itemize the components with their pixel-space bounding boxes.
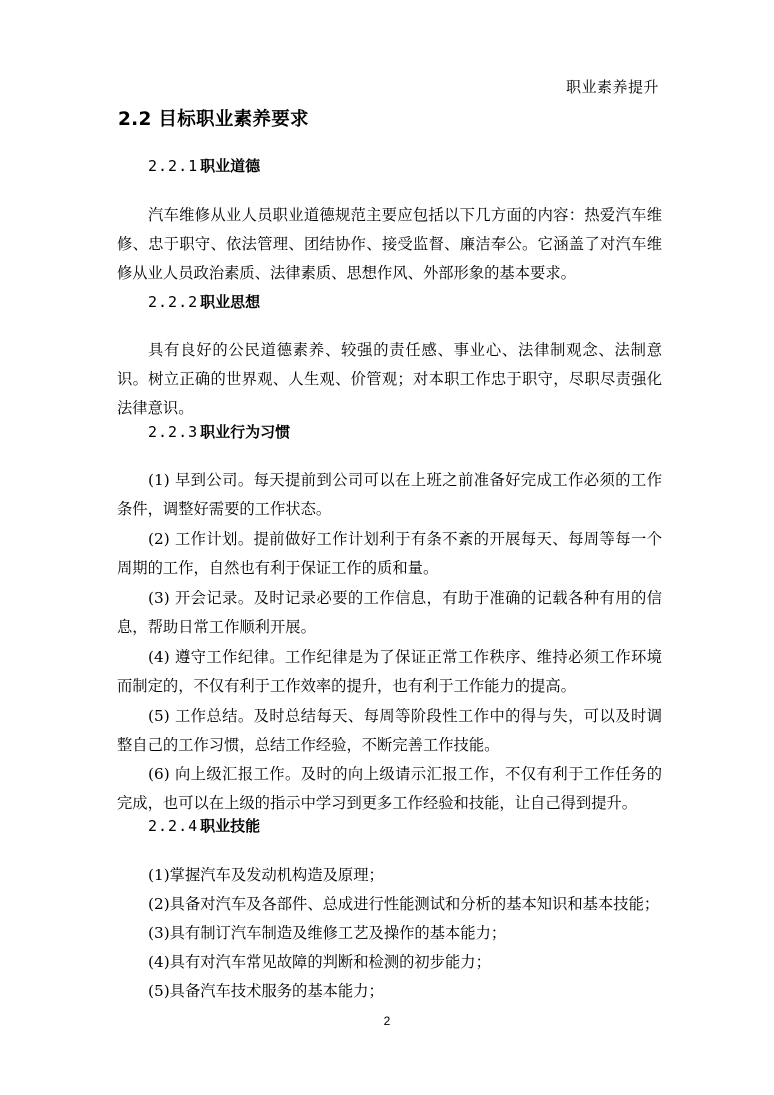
skill-item: (1)掌握汽车及发动机构造及原理；	[148, 866, 384, 884]
ethics-paragraph: 汽车维修从业人员职业道德规范主要应包括以下几方面的内容：热爱汽车维修、忠于职守、依法管理、团结协作、接受监督、廉洁奉公。它涵盖了对汽车维修从业人员政治素质、法律素质、思想作风、外部形象的基本要求。	[117, 206, 662, 282]
subsection-title: 职业思想	[200, 293, 261, 311]
skill-item: (2)具备对汽车及各部件、总成进行性能测试和分析的基本知识和基本技能；	[148, 895, 660, 913]
habit-item: (6) 向上级汇报工作。及时的向上级请示汇报工作，不仅有利于工作任务的完成，也可以在上级的指示中学习到更多工作经验和技能，让自己得到提升。	[117, 765, 662, 812]
subsection-heading-habits	[148, 421, 290, 442]
habit-item: (5) 工作总结。及时总结每天、每周等阶段性工作中的得与失，可以及时调整自己的工作习惯，总结工作经验，不断完善工作技能。	[117, 707, 662, 754]
skill-item: (3)具有制订汽车制造及维修工艺及操作的基本能力；	[148, 924, 507, 942]
skill-item: (5)具备汽车技术服务的基本能力；	[148, 982, 384, 1000]
page-number: 2	[383, 1014, 391, 1028]
subsection-heading-thought	[148, 291, 260, 312]
subsection-title: 职业行为习惯	[200, 423, 291, 441]
habit-item: (1) 早到公司。每天提前到公司可以在上班之前准备好完成工作必须的工作条件，调整好需要的工作状态。	[117, 471, 662, 518]
subsection-heading-ethics	[148, 155, 260, 176]
thought-paragraph: 具有良好的公民道德素养、较强的责任感、事业心、法律制观念、法制意识。树立正确的世界观、人生观、价管观；对本职工作忠于职守，尽职尽责强化法律意识。	[117, 341, 662, 417]
habit-item: (3) 开会记录。及时记录必要的工作信息，有助于准确的记载各种有用的信息，帮助日常工作顺利开展。	[117, 589, 662, 636]
subsection-title: 职业道德	[200, 157, 261, 175]
subsection-heading-skills	[148, 815, 260, 836]
subsection-number: 2.2.1	[148, 157, 199, 175]
subsection-title: 职业技能	[200, 817, 261, 835]
habit-item: (4) 遵守工作纪律。工作纪律是为了保证正常工作秩序、维持必须工作环境而制定的，不仅有利于工作效率的提升，也有利于工作能力的提高。	[117, 648, 662, 695]
subsection-number: 2.2.3	[148, 423, 199, 441]
subsection-number: 2.2.2	[148, 293, 199, 311]
habit-item: (2) 工作计划。提前做好工作计划利于有条不紊的开展每天、每周等每一个周期的工作，自然也有利于保证工作的质和量。	[117, 530, 662, 577]
running-header: 职业素养提升	[565, 78, 659, 96]
subsection-number: 2.2.4	[148, 817, 199, 835]
skill-item: (4)具有对汽车常见故障的判断和检测的初步能力；	[148, 953, 491, 971]
section-heading: 2.2 目标职业素养要求	[118, 109, 309, 130]
